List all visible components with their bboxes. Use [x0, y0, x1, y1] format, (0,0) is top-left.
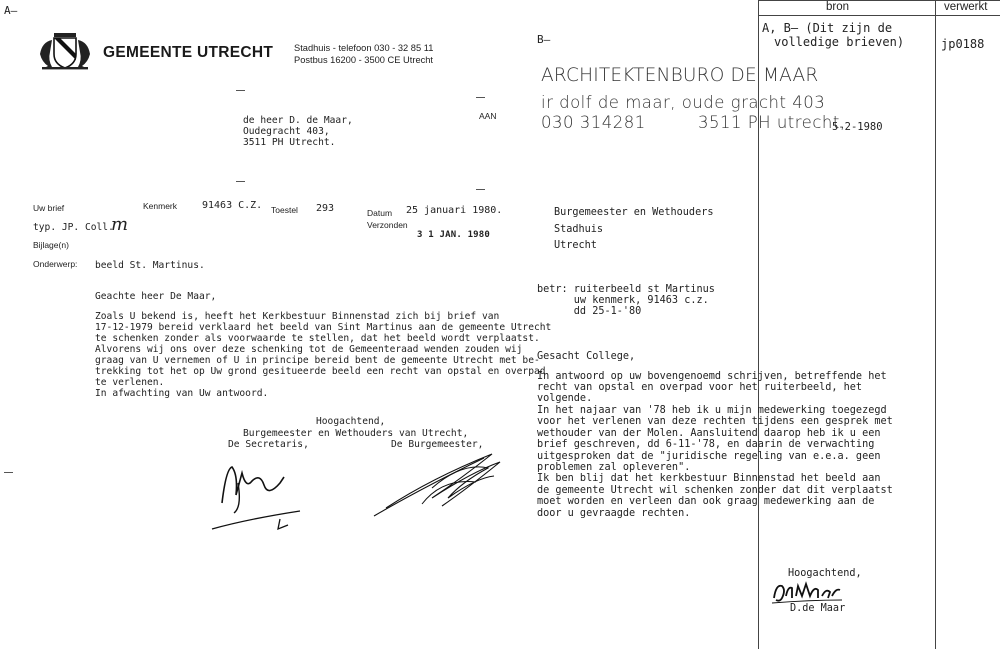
body-a-line: 17-12-1979 bereid verklaard het beeld van Sint Martinus aan de gemeente Utrecht: [95, 322, 552, 333]
letter-b-date: 5-2-1980: [832, 121, 883, 133]
salutation-a: Geachte heer De Maar,: [95, 291, 217, 302]
betr-line-1: betr: ruiterbeeld st Martinus: [537, 284, 715, 295]
body-a-line: graag van U vernemen of U in principe bereid bent de gemeente Utrecht met be-: [95, 355, 540, 366]
onderwerp-label: Onderwerp:: [33, 259, 78, 269]
body-b-line: In het najaar van '78 heb ik u mijn medewerking toegezegd: [537, 405, 887, 416]
body-a-line: In afwachting van Uw antwoord.: [95, 388, 269, 399]
margin-mark: [236, 181, 245, 182]
body-a-line: trekking tot het op Uw grond gesitueerde beeld een recht van opstal en overpad: [95, 366, 546, 377]
body-b-line: wethouder van der Molen. Aansluitend daarop heb ik u een: [537, 428, 881, 439]
body-b-line: recht van opstal en overpad voor het ruiterbeeld, het: [537, 382, 863, 393]
kenmerk-value: 91463 C.Z.: [202, 200, 263, 211]
table-divider: [935, 0, 936, 649]
bron-line-2: volledige brieven): [774, 35, 905, 49]
secretaris-signature: [208, 455, 318, 535]
recipient-line-3: 3511 PH Utrecht.: [243, 137, 336, 148]
contact-line-1: ir dolf de maar, oude gracht 403: [541, 93, 826, 112]
margin-mark: [4, 472, 13, 473]
margin-mark: [476, 189, 485, 190]
closing-b: Hoogachtend,: [788, 568, 862, 579]
kenmerk-label: Kenmerk: [143, 201, 178, 211]
body-b-line: moet worden en verleen dan ook graag medewerking aan de: [537, 496, 875, 507]
betr-line-3: dd 25-1-'80: [537, 306, 642, 317]
header-verwerkt: verwerkt: [944, 1, 988, 13]
toestel-label: Toestel: [271, 205, 298, 215]
toestel-value: 293: [316, 203, 335, 214]
recipient-b-line-1: Burgemeester en Wethouders: [554, 207, 714, 218]
margin-mark: [236, 90, 245, 91]
table-header-line: [758, 15, 1000, 16]
secretaris-label: De Secretaris,: [228, 439, 309, 450]
salutation-b: Gesacht College,: [537, 351, 636, 362]
header-bron: bron: [826, 1, 850, 13]
datum-label: Datum: [367, 208, 393, 218]
burgemeester-signature: [372, 448, 504, 520]
body-b-line: brief geschreven, dd 6-11-'78, en daarin de verwachting: [537, 439, 875, 450]
recipient-b-line-2: Stadhuis: [554, 224, 604, 235]
phone: 030 314281: [541, 113, 646, 132]
letter-b-label: B–: [537, 33, 551, 46]
body-a-line: Zoals U bekend is, heeft het Kerkbestuur Binnenstad zich bij brief van: [95, 311, 500, 322]
corner-label: A–: [4, 4, 18, 17]
city: 3511 PH utrecht,: [698, 113, 846, 132]
firm-name: ARCHITEKTENBURO DE MAAR: [541, 65, 819, 86]
verwerkt-value: jp0188: [941, 37, 985, 51]
verzonden-label: Verzonden: [367, 220, 408, 230]
onderwerp-value: beeld St. Martinus.: [95, 260, 205, 271]
address-line-1: Stadhuis - telefoon 030 - 32 85 11: [294, 43, 434, 53]
recipient-line-1: de heer D. de Maar,: [243, 115, 353, 126]
betr-line-2: uw kenmerk, 91463 c.z.: [537, 295, 709, 306]
typ-line: typ. JP. Coll.: [33, 222, 114, 233]
body-b-line: volgende.: [537, 393, 593, 404]
body-b-line: voor het verlenen van deze rechten tijdens een gesprek met: [537, 416, 893, 427]
de-maar-signature: [770, 576, 870, 606]
closing-org: Burgemeester en Wethouders van Utrecht,: [243, 428, 469, 439]
utrecht-coat-of-arms-icon: [34, 32, 96, 70]
datum-value: 25 januari 1980.: [406, 205, 503, 216]
burgemeester-label: De Burgemeester,: [391, 439, 484, 450]
verzonden-stamp: 3 1 JAN. 1980: [417, 230, 491, 240]
typ-initials: m: [111, 214, 129, 235]
body-b-line: Ik ben blij dat het kerkbestuur Binnenstad het beeld aan: [537, 473, 881, 484]
address-line-2: Postbus 16200 - 3500 CE Utrecht: [294, 55, 434, 65]
bron-line-1: A, B– (Dit zijn de: [762, 21, 893, 35]
signer-name: D.de Maar: [790, 603, 846, 614]
recipient-label: AAN: [479, 111, 497, 121]
body-a-line: te verlenen.: [95, 377, 165, 388]
body-b-line: door u gevraagde rechten.: [537, 508, 691, 519]
body-b-line: problemen zal opleveren".: [537, 462, 691, 473]
recipient-b-line-3: Utrecht: [554, 240, 597, 251]
recipient-line-2: Oudegracht 403,: [243, 126, 330, 137]
body-a-line: Alvorens wij ons over deze schenking tot de Gemeenteraad wenden zouden wij: [95, 344, 523, 355]
body-b-line: uitgesproken dat de "juridische regeling van e.e.a. geen: [537, 451, 881, 462]
body-b-line: In antwoord op uw bovengenoemd schrijven, betreffende het: [537, 371, 887, 382]
logo-text: GEMEENTE UTRECHT: [103, 44, 274, 61]
body-b-line: de gemeente Utrecht wil schenken zonder dat dit verplaatst: [537, 485, 893, 496]
body-a-line: te schenken zonder als voorwaarde te stellen, dat het beeld wordt verplaatst.: [95, 333, 540, 344]
bijlagen-label: Bijlage(n): [33, 240, 69, 250]
margin-mark: [476, 97, 485, 98]
closing-a: Hoogachtend,: [316, 416, 386, 427]
uw-brief-label: Uw brief: [33, 203, 65, 213]
